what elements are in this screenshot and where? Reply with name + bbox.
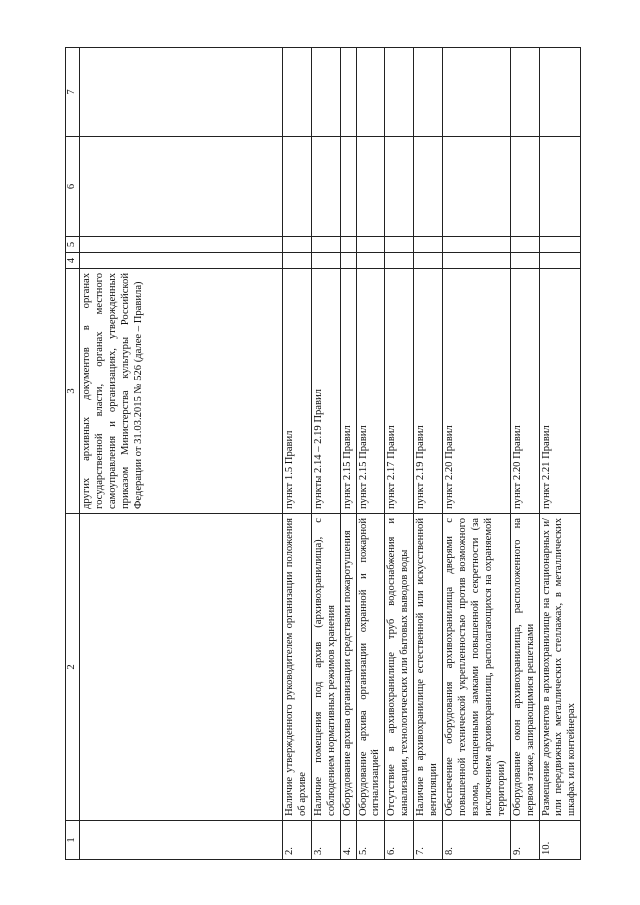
header-cell-1: 1 xyxy=(66,821,80,860)
reference-cell: пункт 2.17 Правил xyxy=(385,269,414,514)
empty-cell xyxy=(356,48,385,137)
header-row xyxy=(66,48,80,860)
empty-cell xyxy=(539,253,581,269)
row-number: 8. xyxy=(443,821,511,860)
empty-cell xyxy=(356,237,385,253)
header-cell-3: 3 xyxy=(66,269,80,514)
empty-cell xyxy=(340,48,356,137)
row-number xyxy=(79,821,282,860)
reference-cell: пункт 2.20 Правил xyxy=(443,269,511,514)
empty-cell xyxy=(282,48,311,137)
rotated-page xyxy=(65,48,578,860)
empty-cell xyxy=(414,137,443,237)
reference-cell: пункт 2.21 Правил xyxy=(539,269,581,514)
empty-cell xyxy=(79,237,282,253)
empty-cell xyxy=(539,237,581,253)
requirement-cell: Отсутствие в архивохранилище труб водоснабжения и канализации, технологических или бытовых выводов воды xyxy=(385,514,414,821)
empty-cell xyxy=(385,48,414,137)
empty-cell xyxy=(443,253,511,269)
row-number: 6. xyxy=(385,821,414,860)
row-number: 2. xyxy=(282,821,311,860)
reference-cell: пункт 2.15 Правил xyxy=(356,269,385,514)
empty-cell xyxy=(385,137,414,237)
row-number: 10. xyxy=(539,821,581,860)
empty-cell xyxy=(79,48,282,137)
empty-cell xyxy=(385,237,414,253)
empty-cell xyxy=(311,237,340,253)
requirement-cell: Оборудование архива организации средствами пожаротушения xyxy=(340,514,356,821)
row-number: 7. xyxy=(414,821,443,860)
table-row xyxy=(282,48,311,860)
header-cell-5: 5 xyxy=(66,237,80,253)
empty-cell xyxy=(79,137,282,237)
requirement-cell xyxy=(79,514,282,821)
empty-cell xyxy=(340,237,356,253)
reference-cell: пункт 1.5 Правил xyxy=(282,269,311,514)
empty-cell xyxy=(282,253,311,269)
requirement-cell: Обеспечение оборудования архивохранилища дверями с повышенной технической укрепленностью против возможного взлома, оснащенными замками повышенной секретности (за исключением архивохранилищ, располагающихся на охраняемой территории) xyxy=(443,514,511,821)
empty-cell xyxy=(311,137,340,237)
table-row xyxy=(539,48,581,860)
empty-cell xyxy=(443,137,511,237)
reference-cell: других архивных документов в органах государственной власти, органах местного самоуправления и организациях, утвержденных приказом Министерства культуры Российской Федерации от 31.03.2015 № 526 (далее – Правила) xyxy=(79,269,282,514)
empty-cell xyxy=(510,253,539,269)
table-row xyxy=(79,48,282,860)
empty-cell xyxy=(79,253,282,269)
requirement-cell: Наличие в архивохранилище естественной или искусственной вентиляции xyxy=(414,514,443,821)
table-row xyxy=(443,48,511,860)
header-cell-2: 2 xyxy=(66,514,80,821)
empty-cell xyxy=(340,253,356,269)
row-number: 3. xyxy=(311,821,340,860)
requirement-cell: Оборудование окон архивохранилища, расположенного на первом этаже, запирающимися решетками xyxy=(510,514,539,821)
reference-cell: пункт 2.20 Правил xyxy=(510,269,539,514)
empty-cell xyxy=(311,253,340,269)
empty-cell xyxy=(510,48,539,137)
empty-cell xyxy=(539,48,581,137)
row-number: 9. xyxy=(510,821,539,860)
empty-cell xyxy=(311,48,340,137)
header-cell-4: 4 xyxy=(66,253,80,269)
empty-cell xyxy=(510,137,539,237)
empty-cell xyxy=(414,253,443,269)
table-row xyxy=(311,48,340,860)
table-row xyxy=(385,48,414,860)
header-cell-7: 7 xyxy=(66,48,80,137)
reference-cell: пункт 2.19 Правил xyxy=(414,269,443,514)
requirement-cell: Наличие утвержденного руководителем организации положения об архиве xyxy=(282,514,311,821)
requirement-cell: Размещение документов в архивохранилище на стационарных и/или передвижных металлических стеллажах, в металлических шкафах или контейнерах xyxy=(539,514,581,821)
reference-cell: пункты 2.14 – 2.19 Правил xyxy=(311,269,340,514)
empty-cell xyxy=(340,137,356,237)
empty-cell xyxy=(539,137,581,237)
table-row xyxy=(356,48,385,860)
empty-cell xyxy=(510,237,539,253)
empty-cell xyxy=(414,48,443,137)
empty-cell xyxy=(414,237,443,253)
empty-cell xyxy=(443,237,511,253)
table-row xyxy=(414,48,443,860)
empty-cell xyxy=(356,253,385,269)
requirement-cell: Наличие помещения под архив (архивохранилища), с соблюдением нормативных режимов хранения xyxy=(311,514,340,821)
empty-cell xyxy=(282,137,311,237)
table-row xyxy=(510,48,539,860)
row-number: 4. xyxy=(340,821,356,860)
requirement-cell: Оборудование архива организации охранной и пожарной сигнализацией xyxy=(356,514,385,821)
table-row xyxy=(340,48,356,860)
header-cell-6: 6 xyxy=(66,137,80,237)
reference-cell: пункт 2.15 Правил xyxy=(340,269,356,514)
empty-cell xyxy=(356,137,385,237)
empty-cell xyxy=(282,237,311,253)
checklist-table xyxy=(65,47,581,860)
empty-cell xyxy=(385,253,414,269)
row-number: 5. xyxy=(356,821,385,860)
empty-cell xyxy=(443,48,511,137)
